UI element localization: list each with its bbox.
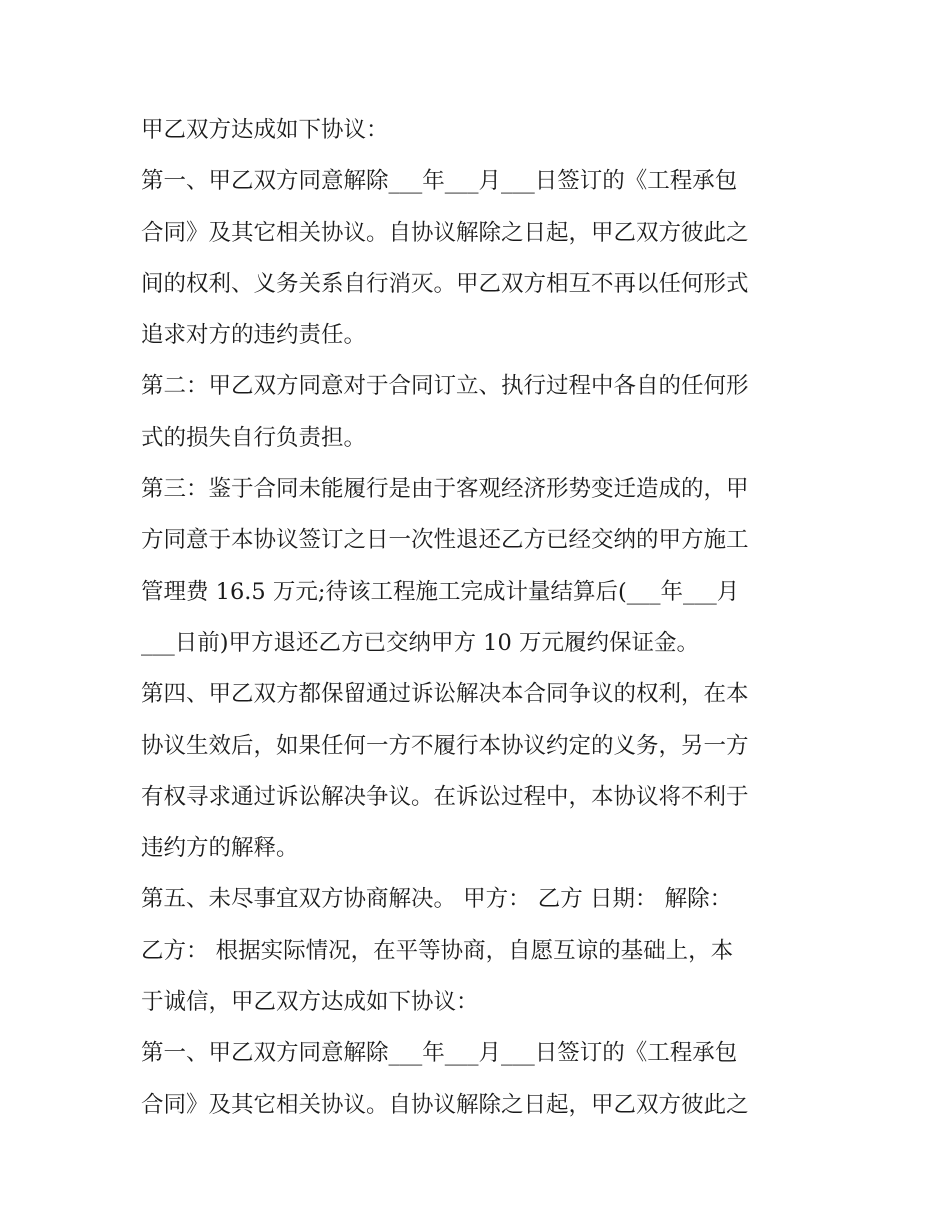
text-line: 管理费 16.5 万元;待该工程施工完成计量结算后(___年___月: [141, 578, 740, 605]
agreement-body-text: [141, 105, 821, 1131]
text-line: 协议生效后，如果任何一方不履行本协议约定的义务，另一方: [141, 732, 749, 759]
text-line: 方同意于本协议签订之日一次性退还乙方已经交纳的甲方施工: [141, 527, 749, 554]
text-line: 第四、甲乙双方都保留通过诉讼解决本合同争议的权利，在本: [141, 681, 749, 708]
text-line: 第五、未尽事宜双方协商解决。 甲方： 乙方 日期： 解除：: [141, 886, 733, 913]
text-line: 有权寻求通过诉讼解决争议。在诉讼过程中，本协议将不利于: [141, 783, 749, 810]
text-line: 第二：甲乙双方同意对于合同订立、执行过程中各自的任何形: [141, 373, 749, 400]
text-line: 于诚信，甲乙双方达成如下协议：: [141, 989, 479, 1016]
text-line: 违约方的解释。: [141, 835, 299, 862]
text-line: 第一、甲乙双方同意解除___年___月___日签订的《工程承包: [141, 168, 738, 195]
text-line: 合同》及其它相关协议。自协议解除之日起，甲乙双方彼此之: [141, 219, 749, 246]
text-line: 式的损失自行负责担。: [141, 424, 367, 451]
text-line: 乙方： 根据实际情况，在平等协商，自愿互谅的基础上，本: [141, 937, 734, 964]
text-line: 第三：鉴于合同未能履行是由于客观经济形势变迁造成的，甲: [141, 476, 749, 503]
text-line: 合同》及其它相关协议。自协议解除之日起，甲乙双方彼此之: [141, 1091, 749, 1118]
text-line: 间的权利、义务关系自行消灭。甲乙双方相互不再以任何形式: [141, 270, 749, 297]
text-line: ___日前)甲方退还乙方已交纳甲方 10 万元履约保证金。: [141, 629, 699, 656]
text-line: 追求对方的违约责任。: [141, 322, 367, 349]
text-line: 第一、甲乙双方同意解除___年___月___日签订的《工程承包: [141, 1040, 738, 1067]
text-line: 甲乙双方达成如下协议：: [141, 117, 389, 143]
